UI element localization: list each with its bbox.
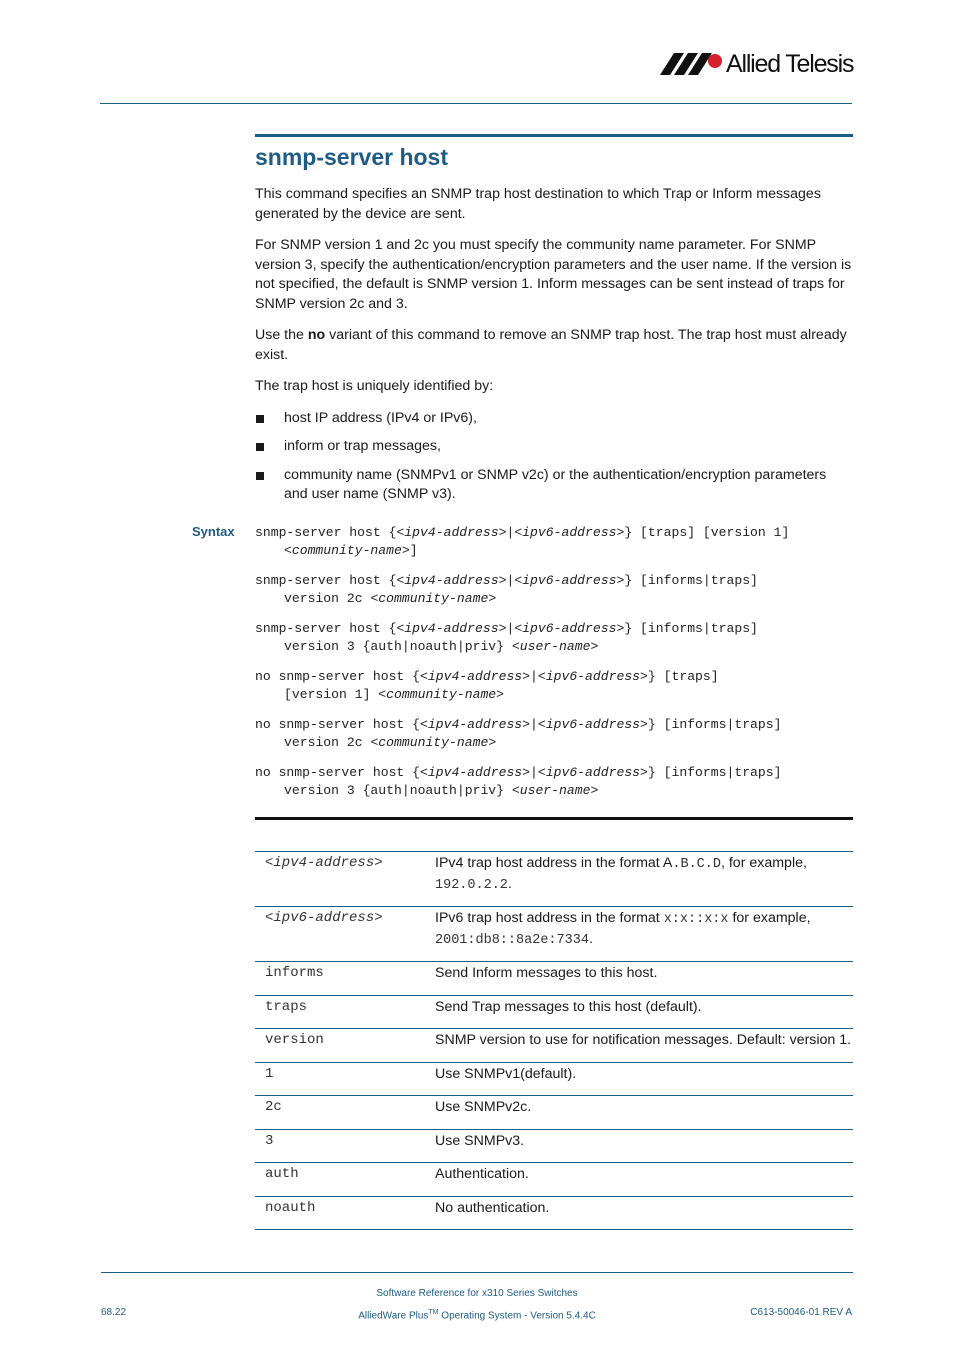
logo-text: Allied Telesis	[726, 50, 854, 78]
description-paragraph: This command specifies an SNMP trap host destination to which Trap or Inform messages generated by the device are sent.	[255, 186, 821, 222]
footer-line-1: Software Reference for x310 Series Switches	[376, 1288, 578, 1299]
syntax-line: snmp-server host {<ipv4-address>|<ipv6-address>} [informs|traps] version 2c <community-name>	[255, 573, 758, 606]
parameter-table-rule	[255, 817, 853, 820]
parameter-description: Use SNMPv1(default).	[435, 1062, 853, 1096]
syntax-line: no snmp-server host {<ipv4-address>|<ipv6-address>} [traps] [version 1] <community-name>	[255, 669, 719, 702]
syntax-label: Syntax	[192, 524, 235, 539]
list-item: host IP address (IPv4 or IPv6),	[255, 409, 853, 429]
list-item: inform or trap messages,	[255, 437, 853, 457]
identifier-list	[255, 409, 853, 505]
parameter-description: Use SNMPv3.	[435, 1129, 853, 1163]
parameter-name: noauth	[255, 1196, 435, 1230]
parameter-description: No authentication.	[435, 1196, 853, 1230]
table-row	[255, 1096, 853, 1130]
table-row	[255, 852, 853, 907]
page-number: 68.22	[101, 1307, 127, 1318]
parameter-name: 1	[255, 1062, 435, 1096]
table-row	[255, 1029, 853, 1063]
table-row	[255, 1163, 853, 1197]
footer-line-2: AlliedWare Plus™ Operating System - Version 5.4.4C	[358, 1309, 596, 1322]
parameter-description: Send Trap messages to this host (default).	[435, 995, 853, 1029]
table-row	[255, 1196, 853, 1230]
no-variant-paragraph: Use the no variant of this command to remove an SNMP trap host. The trap host must already exist.	[255, 327, 847, 363]
footer-title	[300, 1288, 654, 1329]
table-row	[255, 995, 853, 1029]
title-rule	[255, 134, 853, 137]
syntax-line: no snmp-server host {<ipv4-address>|<ipv6-address>} [informs|traps] version 2c <community-name>	[255, 717, 782, 750]
footer-rule	[101, 1272, 853, 1273]
parameter-name: auth	[255, 1163, 435, 1197]
description-paragraph: For SNMP version 1 and 2c you must specify the community name parameter. For SNMP version 3, specify the authentication/encryption parameters and the user name. If the version is not specified, the default is SNMP version 1. Inform messages can be sent instead of traps for SNMP version 2c and 3.	[255, 237, 852, 312]
syntax-line: no snmp-server host {<ipv4-address>|<ipv6-address>} [informs|traps] version 3 {auth|noauth|priv} <user-name>	[255, 765, 782, 798]
parameter-table	[255, 851, 853, 1230]
parameter-description: Use SNMPv2c.	[435, 1096, 853, 1130]
parameter-name: <ipv6-address>	[255, 907, 435, 962]
parameter-name: version	[255, 1029, 435, 1063]
parameter-description: Send Inform messages to this host.	[435, 962, 853, 996]
parameter-description: Authentication.	[435, 1163, 853, 1197]
command-section	[255, 134, 853, 514]
parameter-description: IPv6 trap host address in the format x:x::x:x for example, 2001:db8::8a2e:7334.	[435, 907, 853, 962]
table-row	[255, 1129, 853, 1163]
syntax-line: snmp-server host {<ipv4-address>|<ipv6-address>} [informs|traps] version 3 {auth|noauth|priv} <user-name>	[255, 621, 758, 654]
parameter-description: SNMP version to use for notification messages. Default: version 1.	[435, 1029, 853, 1063]
no-keyword: no	[307, 327, 326, 343]
list-item: community name (SNMPv1 or SNMP v2c) or the authentication/encryption parameters and user name (SNMP v3).	[255, 466, 853, 505]
parameter-description: IPv4 trap host address in the format A.B.C.D, for example, 192.0.2.2.	[435, 852, 853, 907]
syntax-line: snmp-server host {<ipv4-address>|<ipv6-address>} [traps] [version 1] <community-name>]	[255, 525, 790, 558]
identified-intro: The trap host is uniquely identified by:	[255, 378, 494, 394]
syntax-block	[255, 524, 855, 812]
parameter-name: <ipv4-address>	[255, 852, 435, 907]
parameter-name: traps	[255, 995, 435, 1029]
document-id: C613-50046-01 REV A	[750, 1307, 852, 1318]
table-row	[255, 1062, 853, 1096]
allied-telesis-logo	[660, 50, 856, 80]
allied-telesis-logo-mark-icon	[660, 53, 722, 75]
table-row	[255, 962, 853, 996]
parameter-name: 3	[255, 1129, 435, 1163]
table-row	[255, 907, 853, 962]
command-title: snmp-server host	[255, 144, 449, 170]
parameter-name: 2c	[255, 1096, 435, 1130]
header-rule	[100, 103, 852, 104]
parameter-name: informs	[255, 962, 435, 996]
